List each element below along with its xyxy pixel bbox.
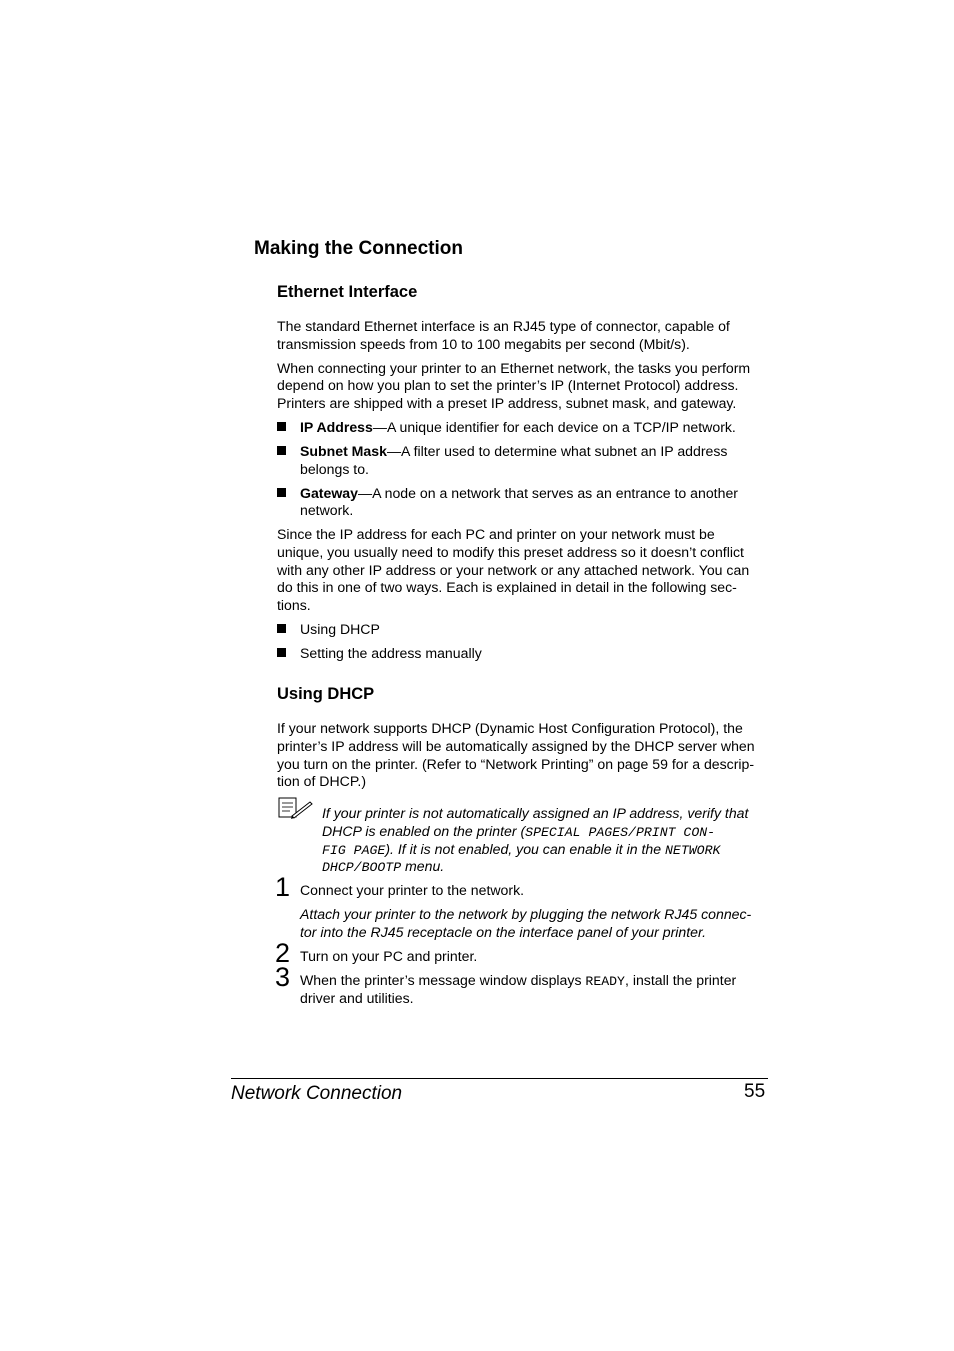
step-detail: tor into the RJ45 receptacle on the interface panel of your printer. — [300, 924, 707, 940]
heading-using-dhcp: Using DHCP — [277, 685, 375, 703]
section-title: Making the Connection — [254, 238, 463, 259]
step-number: 2 — [275, 938, 291, 968]
step-text-continued: driver and utilities. — [300, 990, 414, 1006]
step-number: 1 — [275, 872, 291, 902]
step-text: When the printer’s message window displays READY, install the printer — [300, 972, 737, 989]
definition: —A node on a network that serves as an entrance to another — [357, 485, 738, 501]
bullet-icon — [277, 446, 286, 455]
step-text: Connect your printer to the network. — [300, 882, 525, 898]
heading-ethernet-interface: Ethernet Interface — [277, 283, 418, 301]
page-number: 55 — [744, 1081, 766, 1102]
note-icon — [278, 797, 314, 821]
menu-code: SPECIAL PAGES/PRINT CON- — [525, 825, 716, 840]
definition-continued: belongs to. — [300, 461, 369, 477]
definition-continued: network. — [300, 502, 354, 518]
bullet-icon — [277, 422, 286, 431]
footer-chapter-title: Network Connection — [231, 1083, 403, 1104]
bullet-icon — [277, 648, 286, 657]
display-message-code: READY — [585, 974, 625, 989]
menu-code: NETWORK — [665, 843, 721, 858]
footer-divider — [231, 1078, 768, 1079]
bullet-icon — [277, 488, 286, 497]
menu-code: DHCP/BOOTP — [322, 860, 402, 875]
definition: —A unique identifier for each device on a TCP/IP network. — [372, 419, 736, 435]
step-detail: Attach your printer to the network by plugging the network RJ45 connec- — [300, 906, 752, 922]
step-number: 3 — [275, 962, 291, 992]
definition: —A filter used to determine what subnet an IP address — [386, 443, 728, 459]
bullet-icon — [277, 624, 286, 633]
term: Gateway — [300, 485, 358, 501]
term: Subnet Mask — [300, 443, 387, 459]
menu-code: FIG PAGE — [322, 843, 386, 858]
term: IP Address — [300, 419, 373, 435]
step-text: Turn on your PC and printer. — [300, 948, 478, 964]
